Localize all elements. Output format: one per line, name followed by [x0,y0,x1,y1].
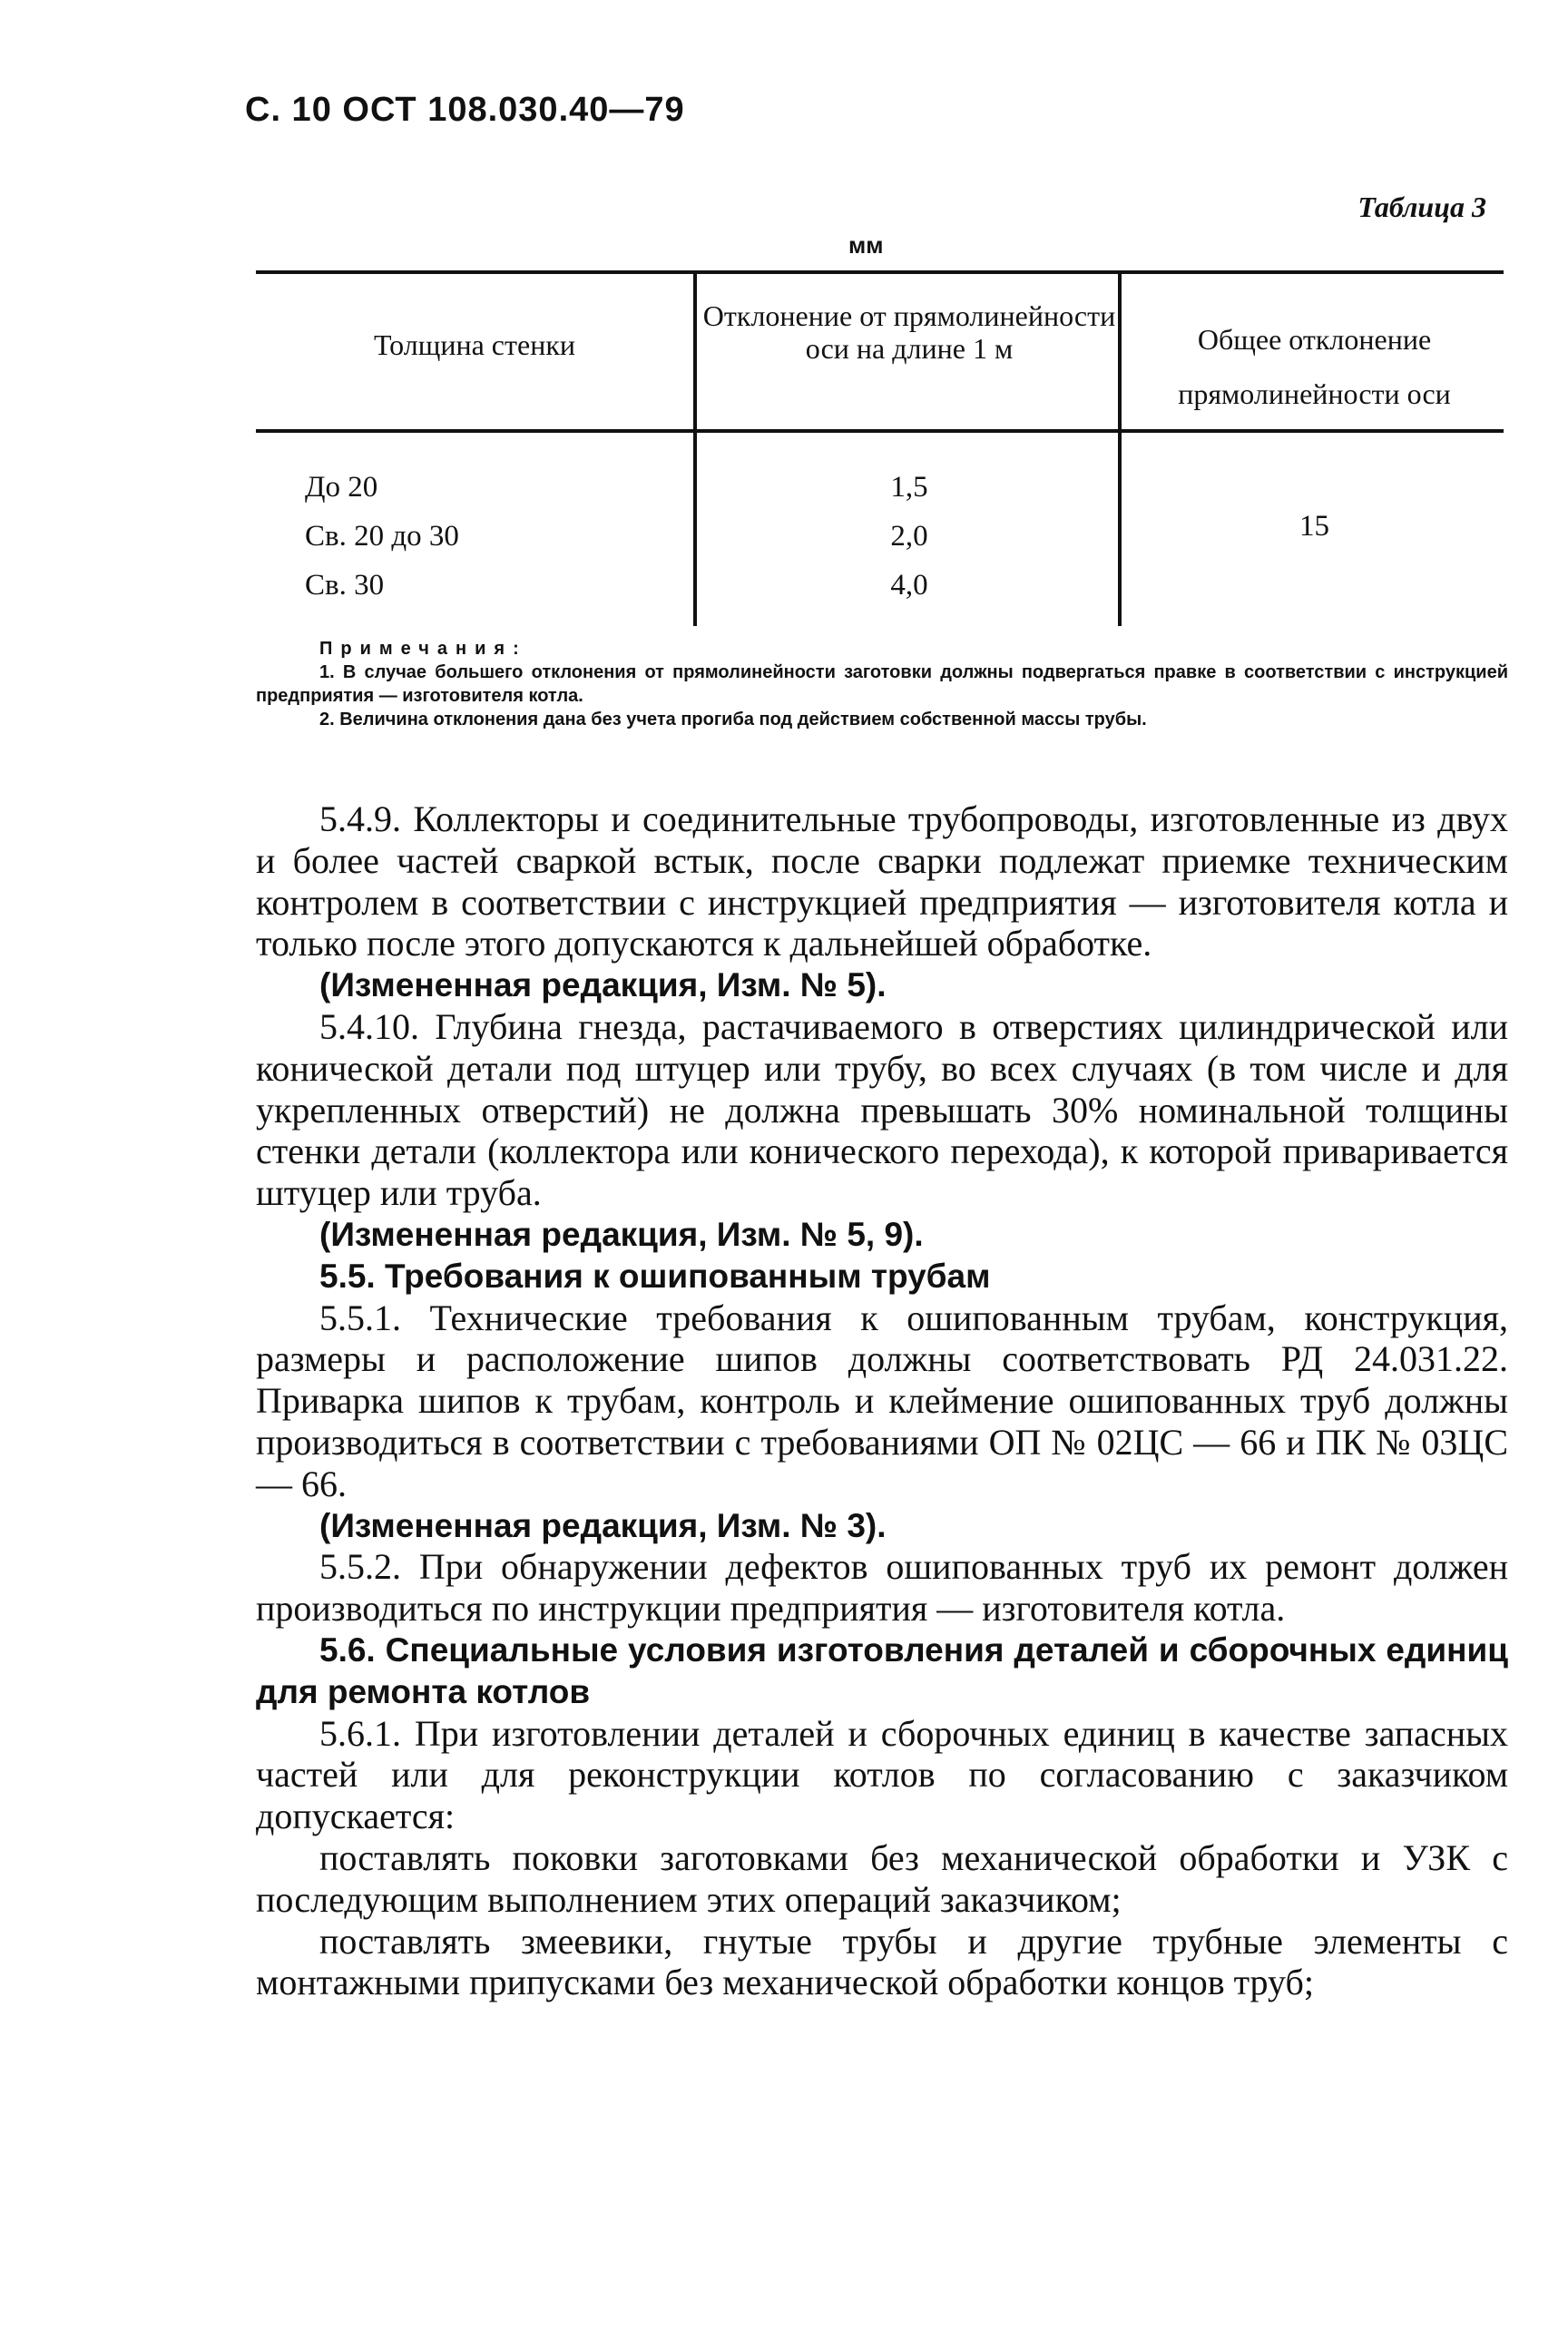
table-cell: Св. 20 до 30 [305,520,459,553]
document-body [256,798,1508,2003]
table-label: Таблица 3 [1357,191,1486,223]
table-col-divider-1 [693,274,697,626]
table-header-rule [256,429,1504,433]
table-cell: Св. 30 [305,569,385,602]
amendment-note: (Измененная редакция, Изм. № 5, 9). [319,1215,924,1253]
table-notes [256,637,1508,731]
column-header-total-deviation: Общее отклонение прямолинейности оси [1178,323,1451,410]
table-top-rule [256,270,1504,274]
table-col-divider-2 [1118,274,1122,626]
paragraph-5-4-10: 5.4.10. Глубина гнезда, растачиваемого в отверстиях цилиндрической или конической детали под штуцер или трубу, во всех случаях (в том числе и для укрепленных отверстий) не должна превышать 30% номинальной толщины стенки детали (коллектора или конического перехода), к которой приваривается штуцер или труба. [256,1005,1508,1214]
table-cell: До 20 [305,471,378,504]
wall-thickness-cells [305,463,459,610]
note-item: 2. Величина отклонения дана без учета прогиба под действием собственной массы трубы. [319,710,1147,729]
column-header-deviation-per-meter: Отклонение от прямолинейности оси на длине 1 м [702,299,1116,365]
page-header: С. 10 ОСТ 108.030.40—79 [245,91,685,129]
paragraph-5-5-1: 5.5.1. Технические требования к ошипованным трубам, конструкция, размеры и расположение шипов должны соответствовать РД 24.031.22. Приварка шипов к трубам, контроль и клеймение ошипованных труб должны производиться в соответствии с требованиями ОП № 02ЦС — 66 и ПК № 03ЦС — 66. [256,1297,1508,1504]
note-item: 1. В случае большего отклонения от прямолинейности заготовки должны подвергаться правке в соответствии с инструкцией предприятия — изготовителя котла. [256,662,1508,706]
paragraph-5-4-9: 5.4.9. Коллекторы и соединительные трубопроводы, изготовленные из двух и более частей сваркой встык, после сварки подлежат приемке техническим контролем в соответствии с инструкцией предприятия — изготовителя котла и только после этого допускаются к дальнейшей обработке. [256,798,1508,964]
amendment-note: (Измененная редакция, Изм. № 3). [319,1506,887,1544]
notes-title: Примечания: [319,639,527,659]
section-heading-5-5: 5.5. Требования к ошипованным трубам [319,1257,991,1295]
paragraph-5-6-1: 5.6.1. При изготовлении деталей и сборочных единиц в качестве запасных частей или для реконструкции котлов по согласованию с заказчиком допускается: [256,1712,1508,1837]
deviation-table [256,270,1504,626]
table-cell: 4,0 [890,569,928,602]
column-header-wall-thickness: Толщина стенки [374,328,575,361]
list-item: поставлять змеевики, гнутые трубы и другие трубные элементы с монтажными припусками без механической обработки концов труб; [256,1920,1508,2003]
amendment-note: (Измененная редакция, Изм. № 5). [319,966,887,1004]
paragraph-5-5-2: 5.5.2. При обнаружении дефектов ошипованных труб их ремонт должен производиться по инструкции предприятия — изготовителя котла. [256,1546,1508,1630]
list-item: поставлять поковки заготовками без механической обработки и УЗК с последующим выполнением этих операций заказчиком; [256,1836,1508,1920]
table-cell: 1,5 [890,471,928,504]
total-deviation-cell: 15 [1299,510,1329,543]
deviation-cells [701,463,1118,610]
section-heading-5-6: 5.6. Специальные условия изготовления деталей и сборочных единиц для ремонта котлов [256,1630,1508,1710]
unit-label: мм [848,231,884,259]
table-cell: 2,0 [890,520,928,553]
